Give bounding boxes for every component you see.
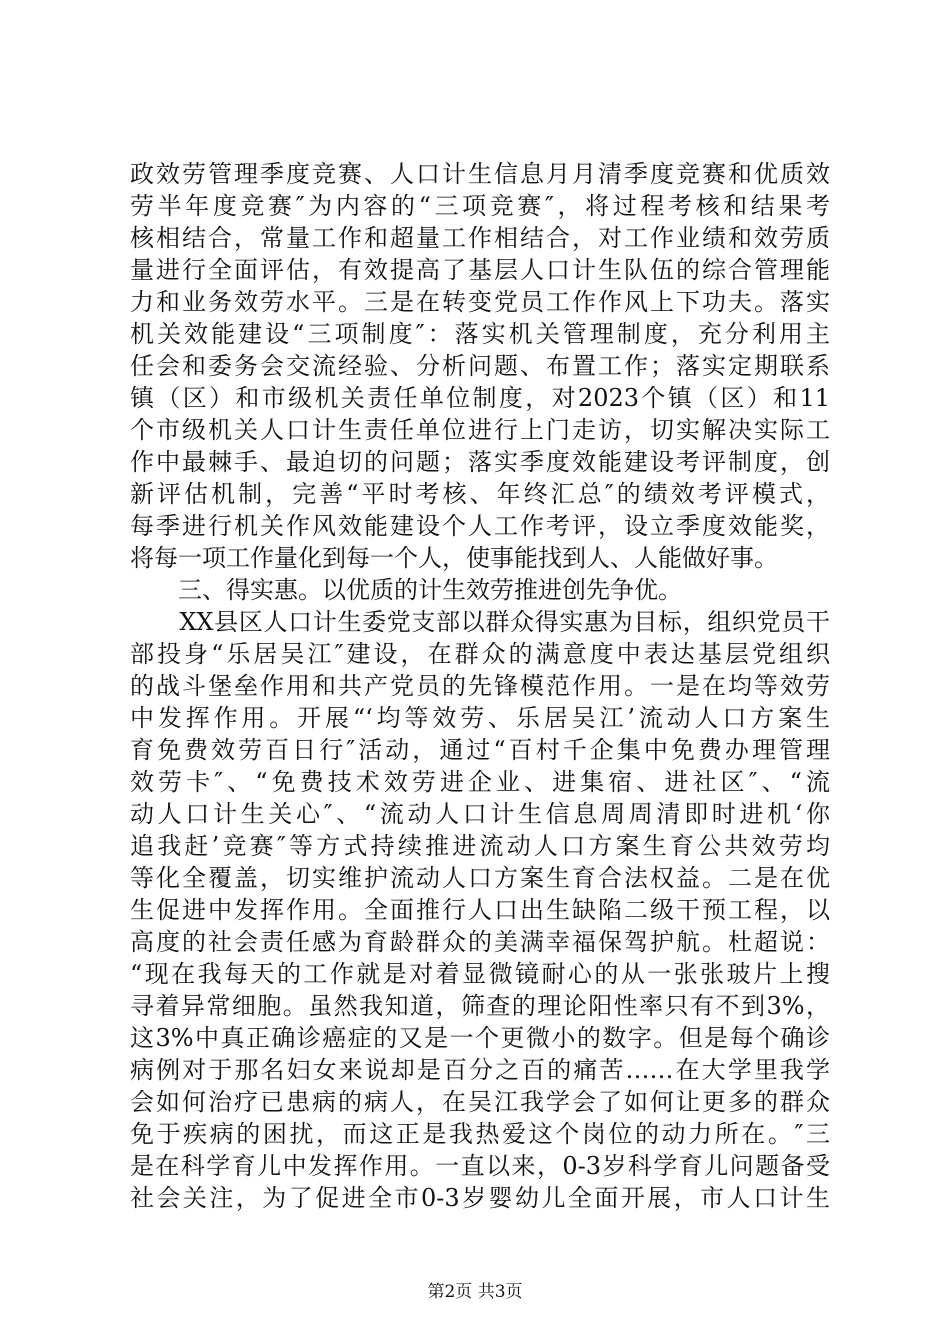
text-line: 将每一项工作量化到每一个人，使事能找到人、人能做好事。	[130, 544, 778, 572]
text-line: 这3%中真正确诊癌症的又是一个更微小的数字。但是每个确诊	[130, 1024, 830, 1052]
text-line: 机关效能建设“三项制度″：落实机关管理制度，充分利用主	[130, 320, 830, 348]
text-line: 免于疾病的困扰，而这正是我热爱这个岗位的动力所在。″三	[130, 1120, 830, 1148]
text-line: 任会和委务会交流经验、分析问题、布置工作；落实定期联系	[130, 352, 830, 380]
text-line: 量进行全面评估，有效提高了基层人口计生队伍的综合管理能	[130, 256, 830, 284]
text-line: 作中最棘手、最迫切的问题；落实季度效能建设考评制度，创	[130, 448, 830, 476]
text-line: 每季进行机关作风效能建设个人工作考评，设立季度效能奖，	[130, 512, 830, 540]
text-line: “现在我每天的工作就是对着显微镜耐心的从一张张玻片上搜	[130, 960, 830, 988]
text-line: 政效劳管理季度竞赛、人口计生信息月月清季度竞赛和优质效	[130, 160, 830, 188]
text-line: 力和业务效劳水平。三是在转变党员工作作风上下功夫。落实	[130, 288, 830, 316]
text-line: 个市级机关人口计生责任单位进行上门走访，切实解决实际工	[130, 416, 830, 444]
text-line: 核相结合，常量工作和超量工作相结合，对工作业绩和效劳质	[130, 224, 830, 252]
text-line: 效劳卡″、“免费技术效劳进企业、进集宿、进社区″、“流	[130, 768, 830, 796]
text-line: 会如何治疗已患病的病人，在吴江我学会了如何让更多的群众	[130, 1088, 830, 1116]
text-line: 新评估机制，完善“平时考核、年终汇总″的绩效考评模式，	[130, 480, 830, 508]
text-line: 中发挥作用。开展“‘均等效劳、乐居吴江’流动人口方案生	[130, 704, 830, 732]
text-line: 病例对于那名妇女来说却是百分之百的痛苦……在大学里我学	[130, 1056, 830, 1084]
text-line: 镇（区）和市级机关责任单位制度，对2023个镇（区）和11	[130, 384, 830, 412]
text-line: 追我赶’竞赛″等方式持续推进流动人口方案生育公共效劳均	[130, 832, 830, 860]
section-heading: 三、得实惠。以优质的计生效劳推进创先争优。	[130, 576, 682, 604]
text-line: 社会关注，为了促进全市0-3岁婴幼儿全面开展，市人口计生	[130, 1184, 830, 1212]
text-line: 育免费效劳百日行″活动，通过“百村千企集中免费办理管理	[130, 736, 830, 764]
text-line: 是在科学育儿中发挥作用。一直以来，0-3岁科学育儿问题备受	[130, 1152, 830, 1180]
text-line: 等化全覆盖，切实维护流动人口方案生育合法权益。二是在优	[130, 864, 830, 892]
text-line: 劳半年度竞赛″为内容的“三项竞赛″，将过程考核和结果考	[130, 192, 830, 220]
body-text	[130, 158, 830, 1214]
text-line: XX县区人口计生委党支部以群众得实惠为目标，组织党员干	[130, 608, 830, 636]
text-line: 动人口计生关心″、“流动人口计生信息周周清即时进机‘你	[130, 800, 830, 828]
text-line: 寻着异常细胞。虽然我知道，筛查的理论阳性率只有不到3%，	[130, 992, 830, 1020]
text-line: 的战斗堡垒作用和共产党员的先锋模范作用。一是在均等效劳	[130, 672, 830, 700]
text-line: 高度的社会责任感为育龄群众的美满幸福保驾护航。杜超说：	[130, 928, 830, 956]
text-line: 生促进中发挥作用。全面推行人口出生缺陷二级干预工程，以	[130, 896, 830, 924]
text-line: 部投身“乐居吴江″建设，在群众的满意度中表达基层党组织	[130, 640, 830, 668]
page-number-footer: 第2页 共3页	[427, 1282, 523, 1302]
